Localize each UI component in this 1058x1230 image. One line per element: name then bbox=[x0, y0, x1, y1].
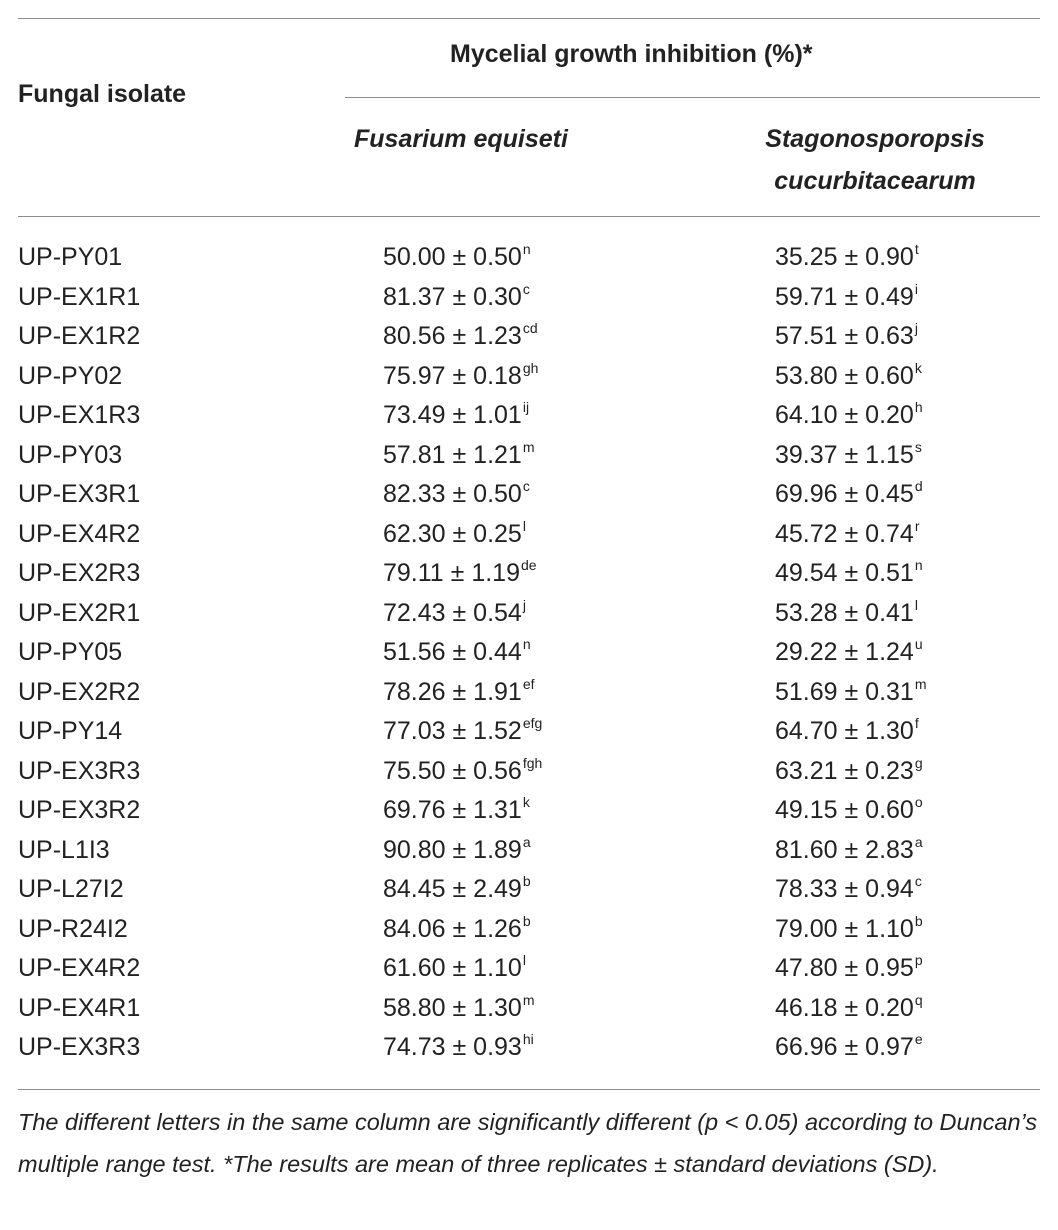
table-row bbox=[0, 910, 1058, 950]
fusarium-inhibition-value: 57.81 ± 1.21 bbox=[383, 440, 522, 469]
table-body bbox=[0, 238, 1058, 1068]
stagonosporopsis-inhibition-cell bbox=[775, 238, 919, 281]
fusarium-inhibition-cell bbox=[383, 357, 538, 400]
table-row bbox=[0, 791, 1058, 831]
stagonosporopsis-significance-letter: a bbox=[914, 833, 923, 850]
fusarium-significance-letter: k bbox=[522, 794, 530, 810]
stagonosporopsis-inhibition-cell bbox=[775, 396, 923, 439]
stagonosporopsis-significance-letter: t bbox=[914, 241, 919, 257]
table-row bbox=[0, 989, 1058, 1029]
fusarium-inhibition-value: 50.00 ± 0.50 bbox=[383, 243, 522, 271]
fusarium-significance-letter: efg bbox=[522, 715, 543, 731]
stagonosporopsis-inhibition-cell bbox=[775, 989, 923, 1032]
stagonosporopsis-inhibition-cell bbox=[775, 436, 922, 479]
stagonosporopsis-significance-letter: f bbox=[914, 715, 919, 731]
fusarium-inhibition-cell bbox=[383, 791, 530, 834]
stagonosporopsis-inhibition-cell bbox=[775, 594, 918, 637]
fusarium-significance-letter: de bbox=[520, 557, 537, 573]
stagonosporopsis-significance-letter: m bbox=[914, 675, 927, 692]
table-row bbox=[0, 238, 1058, 278]
fusarium-inhibition-cell bbox=[383, 949, 526, 992]
stagonosporopsis-significance-letter: r bbox=[914, 517, 920, 534]
stagonosporopsis-inhibition-value: 49.54 ± 0.51 bbox=[775, 559, 914, 587]
column-header-fusarium: Fusarium equiseti bbox=[354, 125, 568, 153]
table-row bbox=[0, 752, 1058, 792]
fusarium-inhibition-value: 90.80 ± 1.89 bbox=[383, 835, 522, 864]
stagonosporopsis-significance-letter: p bbox=[914, 952, 923, 968]
stagonosporopsis-significance-letter: q bbox=[914, 991, 923, 1008]
fusarium-significance-letter: m bbox=[522, 991, 535, 1008]
table-row bbox=[0, 357, 1058, 397]
stagonosporopsis-inhibition-value: 63.21 ± 0.23 bbox=[775, 756, 914, 785]
stagonosporopsis-significance-letter: e bbox=[914, 1031, 923, 1047]
fusarium-inhibition-cell bbox=[383, 633, 531, 676]
stagonosporopsis-inhibition-cell bbox=[775, 949, 923, 992]
stagonosporopsis-inhibition-cell bbox=[775, 673, 927, 716]
stagonosporopsis-inhibition-value: 47.80 ± 0.95 bbox=[775, 954, 914, 982]
fusarium-inhibition-cell bbox=[383, 515, 526, 558]
fusarium-inhibition-cell bbox=[383, 475, 530, 518]
fusarium-significance-letter: ij bbox=[522, 399, 530, 415]
stagonosporopsis-inhibition-cell bbox=[775, 554, 923, 597]
stagonosporopsis-significance-letter: g bbox=[914, 754, 923, 771]
fusarium-inhibition-value: 77.03 ± 1.52 bbox=[383, 717, 522, 745]
table-row bbox=[0, 949, 1058, 989]
isolate-name: UP-PY03 bbox=[18, 440, 123, 469]
fusarium-significance-letter: n bbox=[522, 636, 531, 652]
fusarium-significance-letter: cd bbox=[522, 320, 538, 336]
isolate-name: UP-EX1R1 bbox=[18, 282, 141, 311]
isolate-name: UP-PY05 bbox=[18, 638, 123, 666]
isolate-name: UP-EX2R3 bbox=[18, 559, 141, 587]
fusarium-inhibition-value: 75.50 ± 0.56 bbox=[383, 756, 522, 785]
fusarium-inhibition-value: 73.49 ± 1.01 bbox=[383, 401, 522, 429]
table-row bbox=[0, 712, 1058, 752]
fusarium-inhibition-value: 69.76 ± 1.31 bbox=[383, 796, 522, 824]
isolate-name: UP-EX3R2 bbox=[18, 796, 141, 824]
fusarium-inhibition-value: 80.56 ± 1.23 bbox=[383, 322, 522, 350]
fusarium-significance-letter: ef bbox=[522, 675, 535, 692]
isolate-name: UP-EX2R1 bbox=[18, 598, 141, 627]
isolate-name: UP-L27I2 bbox=[18, 875, 124, 903]
fusarium-inhibition-value: 84.45 ± 2.49 bbox=[383, 875, 522, 903]
fusarium-significance-letter: j bbox=[522, 596, 526, 613]
stagonosporopsis-inhibition-cell bbox=[775, 633, 923, 676]
stagonosporopsis-significance-letter: o bbox=[914, 794, 923, 810]
group-header: Mycelial growth inhibition (%)* bbox=[450, 40, 813, 68]
table-row bbox=[0, 475, 1058, 515]
fusarium-inhibition-cell bbox=[383, 436, 535, 479]
isolate-name: UP-EX3R1 bbox=[18, 480, 141, 508]
bottom-rule bbox=[18, 1089, 1040, 1090]
table-row bbox=[0, 594, 1058, 634]
stagonosporopsis-significance-letter: b bbox=[914, 912, 923, 929]
stagonosporopsis-significance-letter: l bbox=[914, 596, 918, 613]
fusarium-inhibition-cell bbox=[383, 910, 531, 953]
table-row bbox=[0, 396, 1058, 436]
fusarium-inhibition-value: 82.33 ± 0.50 bbox=[383, 480, 522, 508]
table-row bbox=[0, 436, 1058, 476]
stagonosporopsis-inhibition-value: 59.71 ± 0.49 bbox=[775, 282, 914, 311]
fusarium-inhibition-cell bbox=[383, 317, 538, 360]
stagonosporopsis-significance-letter: i bbox=[914, 280, 918, 297]
group-header-rule bbox=[345, 97, 1040, 98]
fusarium-inhibition-value: 58.80 ± 1.30 bbox=[383, 993, 522, 1022]
top-rule bbox=[18, 18, 1040, 19]
fusarium-significance-letter: l bbox=[522, 517, 526, 534]
fusarium-significance-letter: fgh bbox=[522, 754, 543, 771]
fusarium-inhibition-value: 62.30 ± 0.25 bbox=[383, 519, 522, 548]
isolate-name: UP-PY02 bbox=[18, 361, 123, 390]
fusarium-inhibition-value: 78.26 ± 1.91 bbox=[383, 677, 522, 706]
fusarium-inhibition-value: 61.60 ± 1.10 bbox=[383, 954, 522, 982]
fusarium-inhibition-value: 81.37 ± 0.30 bbox=[383, 282, 522, 311]
fusarium-significance-letter: c bbox=[522, 478, 530, 494]
stagonosporopsis-inhibition-value: 53.80 ± 0.60 bbox=[775, 361, 914, 390]
stagonosporopsis-significance-letter: j bbox=[914, 320, 918, 336]
fusarium-inhibition-cell bbox=[383, 752, 542, 795]
fusarium-inhibition-cell bbox=[383, 396, 529, 439]
isolate-name: UP-EX4R2 bbox=[18, 519, 141, 548]
stagonosporopsis-significance-letter: d bbox=[914, 478, 923, 494]
table-row bbox=[0, 870, 1058, 910]
isolate-name: UP-PY14 bbox=[18, 717, 123, 745]
stagonosporopsis-inhibition-value: 39.37 ± 1.15 bbox=[775, 440, 914, 469]
stagonosporopsis-inhibition-cell bbox=[775, 1028, 923, 1071]
stagonosporopsis-inhibition-cell bbox=[775, 870, 922, 913]
fusarium-significance-letter: l bbox=[522, 952, 526, 968]
stagonosporopsis-significance-letter: c bbox=[914, 873, 922, 889]
fusarium-significance-letter: gh bbox=[522, 359, 539, 376]
fusarium-inhibition-cell bbox=[383, 989, 535, 1032]
fusarium-inhibition-cell bbox=[383, 673, 535, 716]
table-row bbox=[0, 554, 1058, 594]
stagonosporopsis-inhibition-value: 57.51 ± 0.63 bbox=[775, 322, 914, 350]
stagonosporopsis-inhibition-cell bbox=[775, 278, 918, 321]
stagonosporopsis-inhibition-cell bbox=[775, 791, 923, 834]
stagonosporopsis-inhibition-value: 69.96 ± 0.45 bbox=[775, 480, 914, 508]
table-footnote: The different letters in the same column are significantly different (p < 0.05) according to Duncan’s multiple range test. *The results are mean of three replicates ± standard deviations (SD). bbox=[18, 1109, 1038, 1177]
fusarium-inhibition-value: 79.11 ± 1.19 bbox=[383, 559, 520, 587]
fusarium-inhibition-value: 74.73 ± 0.93 bbox=[383, 1033, 522, 1061]
stagonosporopsis-inhibition-value: 81.60 ± 2.83 bbox=[775, 835, 914, 864]
stagonosporopsis-inhibition-value: 51.69 ± 0.31 bbox=[775, 677, 914, 706]
stagonosporopsis-inhibition-cell bbox=[775, 357, 922, 400]
fusarium-inhibition-cell bbox=[383, 594, 526, 637]
isolate-name: UP-L1I3 bbox=[18, 835, 110, 864]
table-row bbox=[0, 515, 1058, 555]
fusarium-significance-letter: a bbox=[522, 833, 531, 850]
fusarium-significance-letter: m bbox=[522, 438, 535, 455]
fusarium-significance-letter: n bbox=[522, 241, 531, 257]
isolate-name: UP-EX3R3 bbox=[18, 756, 141, 785]
header-bottom-rule bbox=[18, 216, 1040, 217]
fusarium-inhibition-cell bbox=[383, 238, 531, 281]
isolate-name: UP-EX1R3 bbox=[18, 401, 141, 429]
fusarium-inhibition-cell bbox=[383, 278, 530, 321]
fusarium-significance-letter: b bbox=[522, 912, 531, 929]
fusarium-significance-letter: hi bbox=[522, 1031, 534, 1047]
stagonosporopsis-inhibition-cell bbox=[775, 712, 919, 755]
stagonosporopsis-significance-letter: n bbox=[914, 557, 923, 573]
stagonosporopsis-inhibition-value: 79.00 ± 1.10 bbox=[775, 914, 914, 943]
stagonosporopsis-inhibition-value: 46.18 ± 0.20 bbox=[775, 993, 914, 1022]
stagonosporopsis-inhibition-value: 53.28 ± 0.41 bbox=[775, 598, 914, 627]
stagonosporopsis-significance-letter: u bbox=[914, 636, 923, 652]
isolate-name: UP-PY01 bbox=[18, 243, 123, 271]
table-row bbox=[0, 831, 1058, 871]
column-header-stagonosporopsis: Stagonosporopsis cucurbitacearum bbox=[765, 125, 985, 195]
fusarium-inhibition-value: 84.06 ± 1.26 bbox=[383, 914, 522, 943]
stagonosporopsis-significance-letter: h bbox=[914, 399, 923, 415]
stagonosporopsis-inhibition-cell bbox=[775, 475, 923, 518]
stagonosporopsis-inhibition-cell bbox=[775, 317, 918, 360]
fusarium-inhibition-cell bbox=[383, 712, 542, 755]
isolate-column-header: Fungal isolate bbox=[18, 80, 187, 108]
stagonosporopsis-inhibition-cell bbox=[775, 831, 923, 874]
table-row bbox=[0, 673, 1058, 713]
isolate-name: UP-EX4R2 bbox=[18, 954, 141, 982]
fusarium-inhibition-value: 51.56 ± 0.44 bbox=[383, 638, 522, 666]
stagonosporopsis-significance-letter: s bbox=[914, 438, 922, 455]
fusarium-inhibition-value: 75.97 ± 0.18 bbox=[383, 361, 522, 390]
fusarium-significance-letter: b bbox=[522, 873, 531, 889]
fusarium-significance-letter: c bbox=[522, 280, 530, 297]
stagonosporopsis-inhibition-value: 64.10 ± 0.20 bbox=[775, 401, 914, 429]
isolate-name: UP-EX2R2 bbox=[18, 677, 141, 706]
stagonosporopsis-inhibition-value: 35.25 ± 0.90 bbox=[775, 243, 914, 271]
isolate-name: UP-EX4R1 bbox=[18, 993, 141, 1022]
isolate-name: UP-EX3R3 bbox=[18, 1033, 141, 1061]
table-row bbox=[0, 278, 1058, 318]
stagonosporopsis-inhibition-value: 45.72 ± 0.74 bbox=[775, 519, 914, 548]
stagonosporopsis-inhibition-cell bbox=[775, 752, 923, 795]
fusarium-inhibition-cell bbox=[383, 831, 531, 874]
stagonosporopsis-inhibition-value: 29.22 ± 1.24 bbox=[775, 638, 914, 666]
table-row bbox=[0, 317, 1058, 357]
fusarium-inhibition-cell bbox=[383, 1028, 534, 1071]
table-row bbox=[0, 1028, 1058, 1068]
stagonosporopsis-inhibition-value: 66.96 ± 0.97 bbox=[775, 1033, 914, 1061]
stagonosporopsis-inhibition-cell bbox=[775, 910, 923, 953]
stagonosporopsis-inhibition-value: 49.15 ± 0.60 bbox=[775, 796, 914, 824]
fusarium-inhibition-cell bbox=[383, 870, 531, 913]
stagonosporopsis-inhibition-value: 78.33 ± 0.94 bbox=[775, 875, 914, 903]
stagonosporopsis-inhibition-value: 64.70 ± 1.30 bbox=[775, 717, 914, 745]
isolate-name: UP-EX1R2 bbox=[18, 322, 141, 350]
fusarium-inhibition-cell bbox=[383, 554, 537, 597]
table-row bbox=[0, 633, 1058, 673]
isolate-name: UP-R24I2 bbox=[18, 914, 128, 943]
fusarium-inhibition-value: 72.43 ± 0.54 bbox=[383, 598, 522, 627]
stagonosporopsis-inhibition-cell bbox=[775, 515, 920, 558]
stagonosporopsis-significance-letter: k bbox=[914, 359, 922, 376]
